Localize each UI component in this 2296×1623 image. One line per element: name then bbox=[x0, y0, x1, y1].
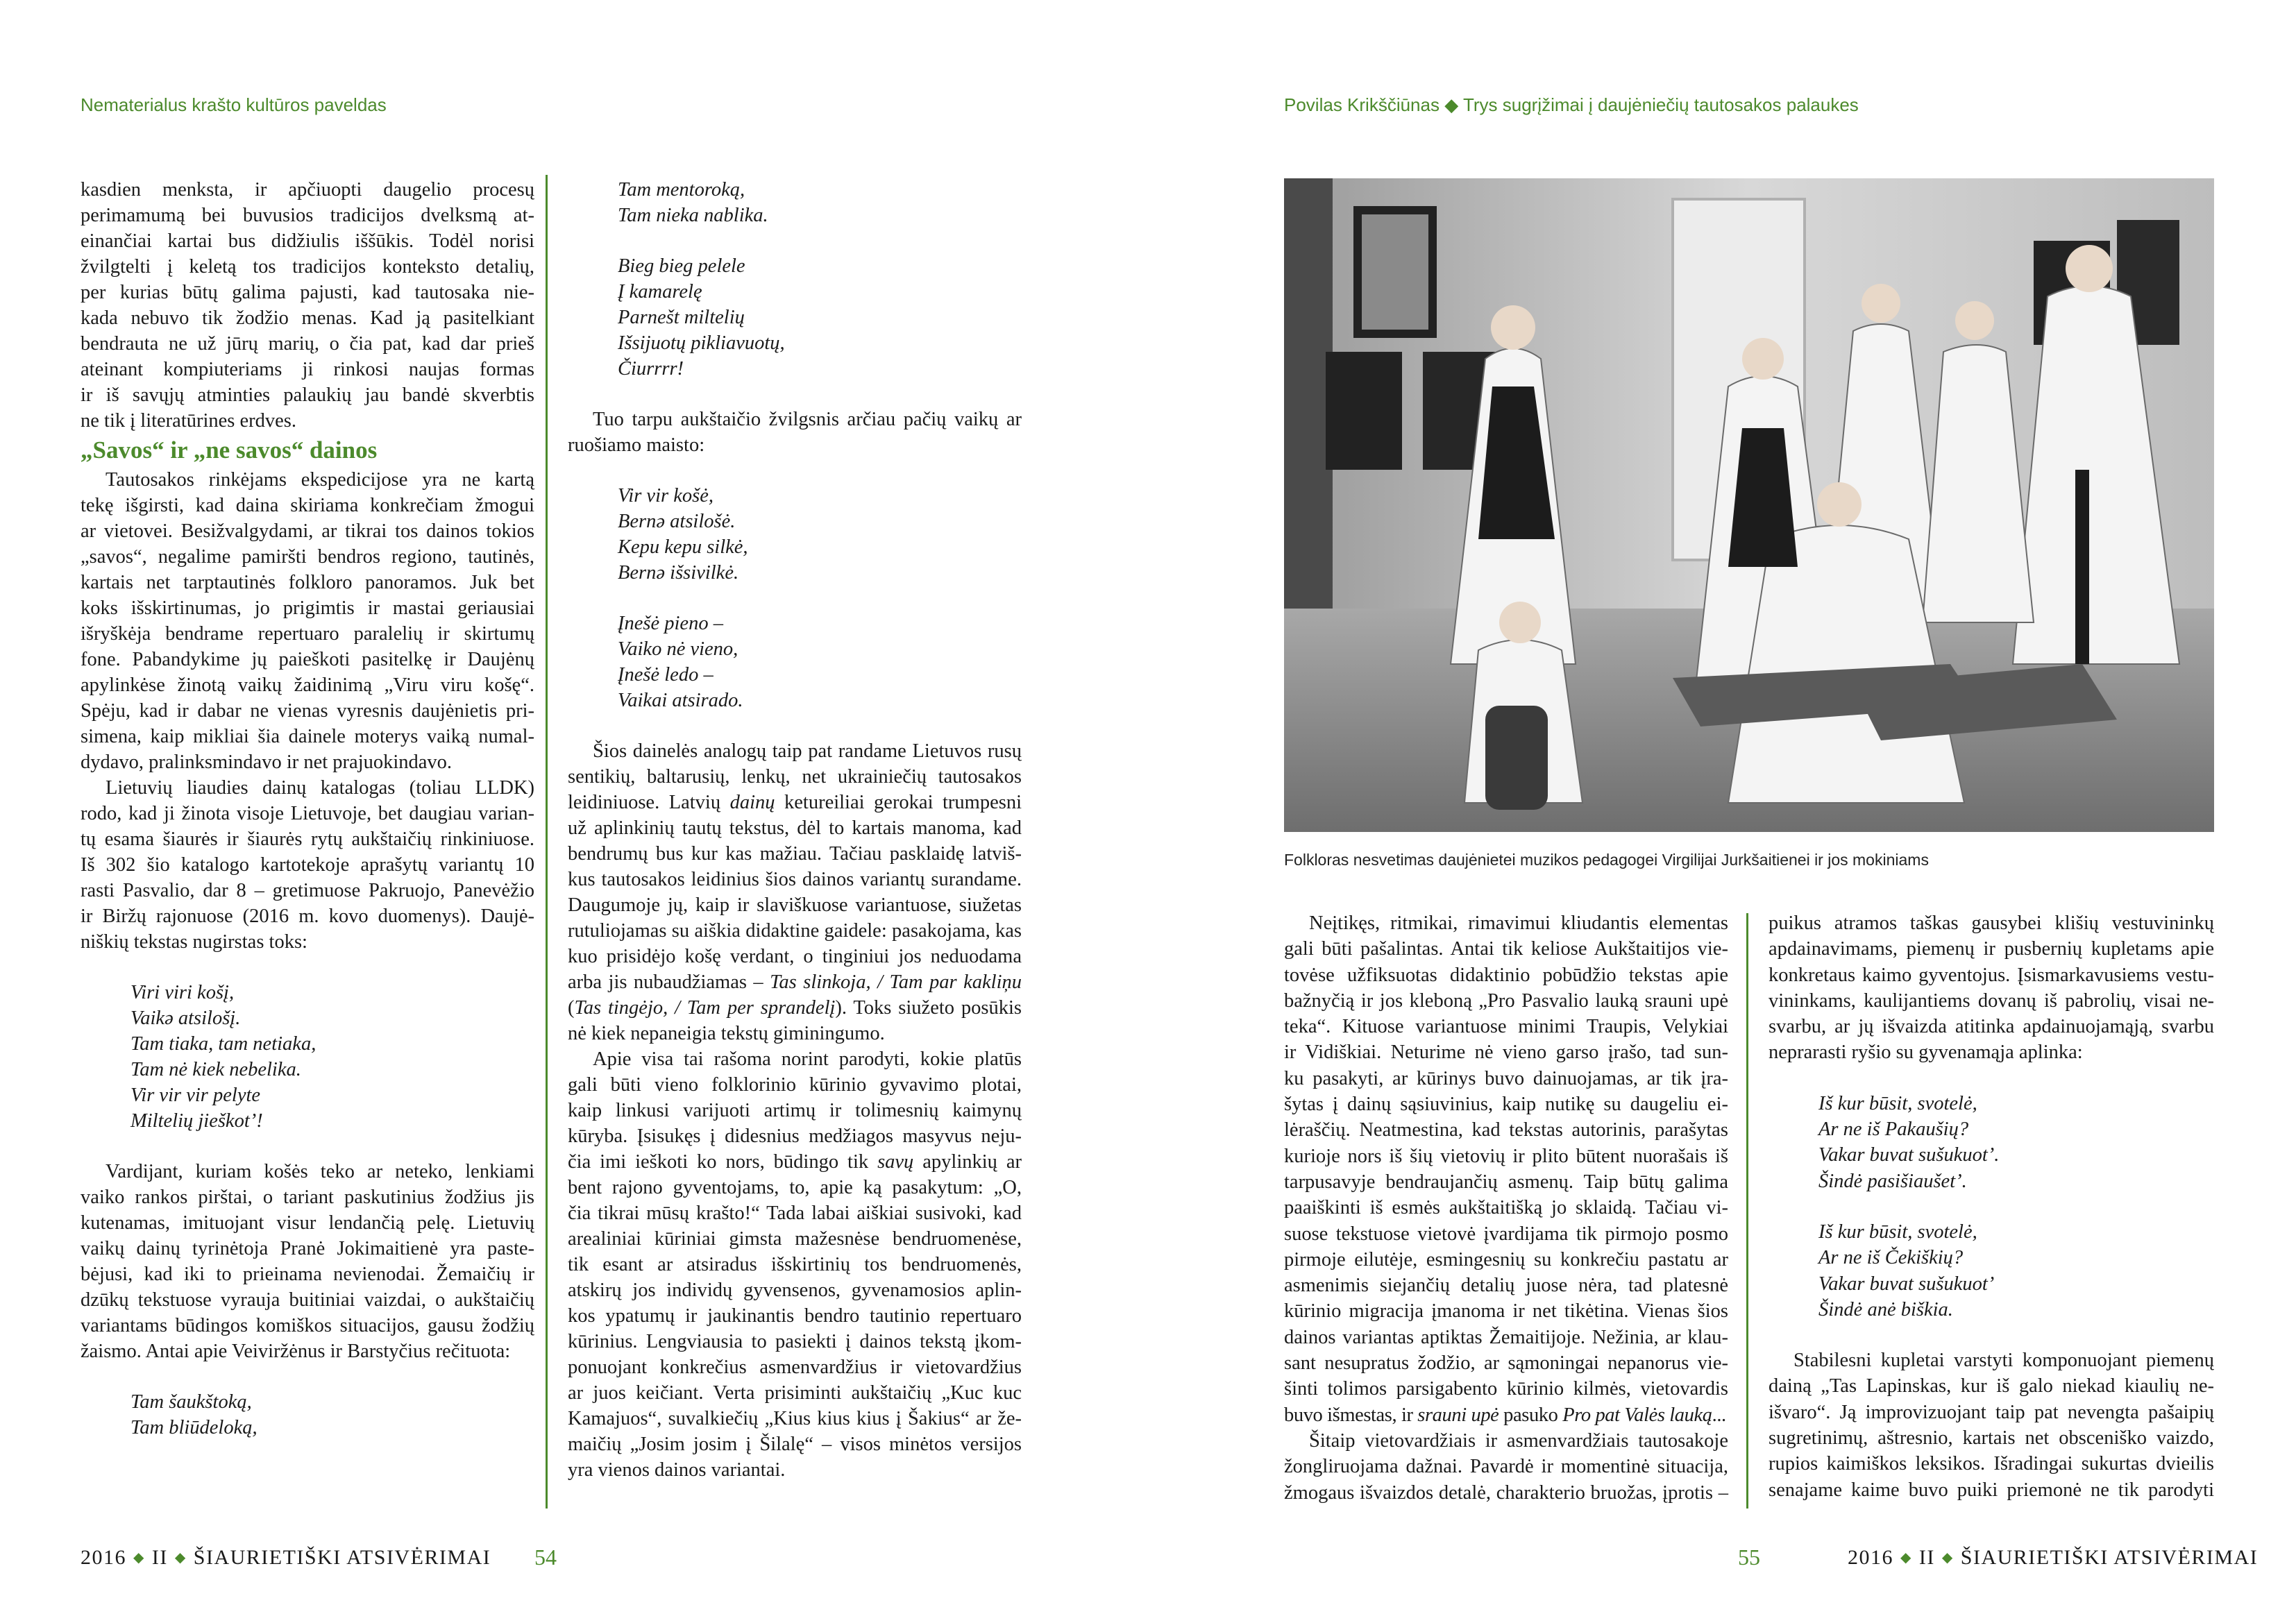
text-line: suose tekstuose vietovė įvardijama tik pirmojo posmo bbox=[1284, 1223, 1728, 1245]
verse-line: Vaikə atsilošį. bbox=[130, 1008, 241, 1029]
text-column bbox=[568, 177, 1022, 1483]
text-line: neprarasti ryšio su gyvenamąja aplinka: bbox=[1769, 1042, 2083, 1064]
text-line: maičių „Josim josim į Šilalę“ – visos minėtos versijos bbox=[568, 1434, 1022, 1455]
poem-stanza bbox=[568, 177, 1022, 228]
spacer bbox=[1769, 1323, 2214, 1348]
text-line: dydavo, pralinksmindavo ir net prajuokindavo. bbox=[81, 751, 453, 773]
text-line: kūrinius. Lengviausia to pasiekti į dainos tekstą įkom- bbox=[568, 1331, 1022, 1352]
spacer bbox=[568, 228, 1022, 253]
text-line: rutuliojamas su aiškia didaktine gaidele: pasakojama, kas bbox=[568, 920, 1022, 942]
text-line: žvilgtelti į keletą tos tradicijos konteksto detalių, bbox=[81, 256, 534, 278]
verse-line: Iš kur būsit, svotelė, bbox=[1818, 1092, 1977, 1114]
text-line: už aplinkinių tautų tekstus, dėl to kartais manoma, kad bbox=[568, 817, 1022, 839]
poem-stanza bbox=[568, 483, 1022, 586]
verse-line: Vakar buvat sušukuot’. bbox=[1818, 1144, 2000, 1166]
paragraph bbox=[568, 407, 1022, 458]
paragraph bbox=[81, 467, 534, 775]
text-line: kutenamas, imituojant visur lendančią pelę. Lietuvių bbox=[81, 1212, 534, 1234]
text-line: gali būti pašalintas. Antai tik keliose Aukštaitijos vie- bbox=[1284, 938, 1728, 960]
text-line: kaip linkusi varijuoti artimų ir tolimesnių kaimynų bbox=[568, 1100, 1022, 1121]
verse-line: Įnešė pieno – bbox=[618, 613, 723, 634]
column-divider bbox=[1746, 913, 1748, 1509]
spacer bbox=[568, 458, 1022, 483]
text-line: kus tautosakos leidinius šios dainos variantų surandame. bbox=[568, 869, 1022, 890]
text-line: tarpusavyje bendraujančių asmenų. Taip būtų galima bbox=[1284, 1171, 1728, 1193]
text-line bbox=[568, 1149, 1022, 1175]
text-line: tovėse užfiksuotas didaktinio pobūdžio tekstas apie bbox=[1284, 964, 1728, 986]
text-line: Daugumoje jų, kaip ir slaviškuose variantuose, siužetas bbox=[568, 894, 1022, 916]
verse-line: Bernə atsilošė. bbox=[618, 511, 736, 532]
verse-line: Tam mentoroką, bbox=[618, 179, 745, 201]
text-line: simena, kaip mikliai šia dainele moterys vaiką numal- bbox=[81, 726, 534, 747]
text-line: Iš 302 šio katalogo kartotekoje aprašytų variantų 10 bbox=[81, 854, 534, 876]
text-line: teka“. Kituose variantuose minimi Traupis, Velykiai bbox=[1284, 1016, 1728, 1038]
text-line: arealiniai kūriniai gimsta mažesnėse bendruomenėse, bbox=[568, 1228, 1022, 1250]
verse-line: Vaiko nė vieno, bbox=[618, 638, 738, 660]
text-segment: ... bbox=[1712, 1404, 1726, 1426]
verse-line: Viri viri košį, bbox=[130, 982, 235, 1003]
verse-line: Vaikai atsirado. bbox=[618, 690, 743, 711]
text-line: ir Biržų rajonuose (2016 m. kovo duomenys). Daujė- bbox=[81, 906, 534, 927]
text-line: žmogaus išvaizdos detalė, charakterio bruožas, įprotis – bbox=[1284, 1481, 1728, 1504]
page-footer-right bbox=[1848, 1546, 2258, 1570]
footer-journal: ŠIAURIETIŠKI ATSIVĖRIMAI bbox=[1960, 1546, 2259, 1569]
text-line: ruošiamo maisto: bbox=[568, 434, 705, 456]
text-line: rupios kaimiškos leksikos. Išradingai sukurtas dvieilis bbox=[1769, 1453, 2214, 1475]
text-line bbox=[1284, 1402, 1728, 1428]
text-line: vaiko rankos pirštai, o tariant paskutinius žodžius jis bbox=[81, 1187, 534, 1208]
text-line: čia tikrai mūsų krašto!“ Tada labai aiškiai susivoki, kad bbox=[568, 1203, 1022, 1224]
running-head-left: Nematerialus krašto kultūros paveldas bbox=[81, 94, 387, 115]
text-line: gali būti vieno folklorinio kūrinio gyvavimo plotai, bbox=[568, 1074, 1022, 1096]
verse-line: Vir vir vir pelyte bbox=[130, 1085, 261, 1106]
poem-stanza bbox=[568, 611, 1022, 713]
text-line: koks išskirtinumas, jo prigimtis ir mastai geriausiai bbox=[81, 597, 534, 619]
text-line: ar juos keičiant. Verta prisiminti aukštaičių „Kuc kuc bbox=[568, 1382, 1022, 1404]
text-line: kurioje nors iš šių vietovių ir plito būtent nuorašais iš bbox=[1284, 1145, 1728, 1167]
photo-illustration bbox=[1284, 178, 2214, 832]
text-line: Spėju, kad ir dabar ne vienas vyresnis daujėnietis pri- bbox=[81, 700, 534, 722]
footer-issue: II bbox=[1918, 1546, 1935, 1569]
poem-stanza bbox=[1769, 1091, 2214, 1194]
text-segment: ). Toks siužeto posūkis bbox=[835, 997, 1022, 1019]
spacer bbox=[1769, 1194, 2214, 1219]
text-line: sant nesupratus žodžio, ar sąmoningai nepanorus vie- bbox=[1284, 1352, 1728, 1375]
text-line: rasti Pasvalio, dar 8 – gretimuose Pakruojo, Panevėžio bbox=[81, 880, 534, 901]
text-line: Apie visa tai rašoma norint parodyti, kokie platūs bbox=[593, 1048, 1022, 1070]
paragraph bbox=[1284, 910, 1728, 1428]
text-line: kartais net tarptautinės folkloro panoramos. Juk bet bbox=[81, 572, 534, 593]
running-head-right: Povilas Krikščiūnas ◆ Trys sugrįžimai į daujėniečių tautosakos palaukes bbox=[1284, 94, 1859, 115]
text-line: paaiškinti iš esmės aukštaitišką jo sklaidą. Tačiau vi- bbox=[1284, 1197, 1728, 1219]
poem-stanza bbox=[81, 980, 534, 1134]
text-line: fone. Pabandykime jų paieškoti pasitelkę ir Daujėnų bbox=[81, 649, 534, 670]
text-line: ponuojant konkrečius asmenvardžius ir vietovardžius bbox=[568, 1357, 1022, 1378]
text-line: ir iš savųjų atminties palaukių jau bandė skverbtis bbox=[81, 384, 534, 406]
verse-line: Tam nieka nablika. bbox=[618, 205, 768, 226]
text-line: Stabilesni kupletai varstyti komponuojant piemenų bbox=[1793, 1350, 2214, 1372]
text-line: Šitaip vietovardžiais ir asmenvardžiais tautosakoje bbox=[1309, 1429, 1728, 1452]
verse-line: Ar ne iš Čekiškių? bbox=[1818, 1247, 1964, 1269]
text-line: tekę išgirsti, kad daina skiriama konkrečiam žmogui bbox=[81, 495, 534, 516]
text-segment: ketureiliai gerokai trumpesni bbox=[775, 792, 1022, 813]
text-line: nė kiek nepaneigia tekstų giminingumo. bbox=[568, 1023, 885, 1044]
text-line: variantams būdingos komiškos situacijos, gausu žodžių bbox=[81, 1315, 534, 1336]
text-line: „savos“, negalime pamiršti bendros regiono, tautinės, bbox=[81, 546, 534, 568]
spacer bbox=[568, 382, 1022, 407]
text-column bbox=[1769, 910, 2214, 1503]
text-line: per kurias būtų galima pajusti, kad tautosaka nie- bbox=[81, 282, 534, 303]
text-line: kos ypatumų ir jaukinantis bendro tautinio repertuaro bbox=[568, 1305, 1022, 1327]
text-line: lėraščių. Neatmestina, kad tekstas autorinis, parašytas bbox=[1284, 1119, 1728, 1141]
paragraph bbox=[1284, 1428, 1728, 1506]
verse-line: Miltelių jieškot’! bbox=[130, 1110, 263, 1132]
text-line: sentikių, baltarusių, lenkų, net ukrainiečių tautosakos bbox=[568, 766, 1022, 788]
text-line: išvaro“. Ją improvizuojant taip pat nevengta pašaipių bbox=[1769, 1401, 2214, 1423]
text-line: vaikų dainų tyrinėtoja Pranė Jokimaitienė yra paste- bbox=[81, 1238, 534, 1259]
spacer bbox=[568, 586, 1022, 611]
footer-journal: ŠIAURIETIŠKI ATSIVĖRIMAI bbox=[193, 1546, 491, 1569]
verse-line: Tam šaukštoką, bbox=[130, 1391, 252, 1413]
text-line: asmenimis siejančių detalių juose nėra, tad platesnė bbox=[1284, 1275, 1728, 1297]
verse-line: Tam tiaka, tam netiaka, bbox=[130, 1033, 316, 1055]
spacer bbox=[81, 1134, 534, 1159]
text-line: Tuo tarpu aukštaičio žvilgsnis arčiau pačių vaikų ar bbox=[593, 409, 1022, 430]
text-line: išryškėja bendrame repertuaro paralelių ir skirtumų bbox=[81, 623, 534, 645]
text-line: ateinant kompiuteriams ji rinkosi naujas formas bbox=[81, 359, 534, 380]
text-line: ne tik į literatūrines erdves. bbox=[81, 410, 297, 432]
text-line: kada nebuvo tik žodžio menas. Kad ją pasitelkiant bbox=[81, 307, 534, 329]
text-line: žaismo. Antai apie Veiviržėnus ir Barstyčius rečituota: bbox=[81, 1341, 511, 1362]
paragraph bbox=[1769, 910, 2214, 1066]
text-segment: pasuko bbox=[1499, 1404, 1563, 1426]
poem-stanza bbox=[81, 1389, 534, 1441]
spacer bbox=[568, 713, 1022, 738]
paragraph bbox=[568, 1046, 1022, 1483]
text-line: bendrumų bus kur kas mažiau. Tačiau pasklaidę latviš- bbox=[568, 843, 1022, 865]
italic-text: Tas tingėjo, / Tam per sprandelį bbox=[574, 997, 836, 1019]
text-line: atskirų jos individų gyvensenos, gyvenamosios aplin- bbox=[568, 1280, 1022, 1301]
footer-year: 2016 bbox=[1848, 1546, 1893, 1569]
verse-line: Ar ne iš Pakaušių? bbox=[1818, 1119, 1969, 1141]
text-line: Vardijant, kuriam košės teko ar neteko, lenkiami bbox=[105, 1161, 534, 1182]
page-number: 55 bbox=[1738, 1545, 1760, 1570]
text-line: dainą „Tas Lapinskas, kur iš galo niekad kiaulių ne- bbox=[1769, 1375, 2214, 1397]
text-line: ar vietovei. Besižvalgydami, ar tikrai tos dainos tokios bbox=[81, 520, 534, 542]
text-segment: leidiniuose. Latvių bbox=[568, 792, 730, 813]
column-divider bbox=[546, 175, 548, 1509]
text-segment: arba jis nubaudžiamas – bbox=[568, 971, 770, 993]
text-line: niškių tekstas nugirstas toks: bbox=[81, 931, 307, 953]
text-line: dzūkų tekstuose vyrauja buitiniai vaizdai, o aukštaičių bbox=[81, 1289, 534, 1311]
diamond-icon: ◆ bbox=[1900, 1550, 1912, 1565]
text-line bbox=[568, 995, 1022, 1021]
text-line: ku pasakyti, ar kūrinys buvo dainuojamas, ar tik įra- bbox=[1284, 1067, 1728, 1089]
text-line: perimamumą bei buvusios tradicijos dvelksmą at- bbox=[81, 205, 534, 226]
spacer bbox=[81, 955, 534, 980]
text-line: svarbu, ar jų išvaizda atitinka apdainuojamąją, svarbu bbox=[1769, 1016, 2214, 1038]
text-line: kasdien menksta, ir apčiuopti daugelio procesų bbox=[81, 179, 534, 201]
diamond-icon: ◆ bbox=[1941, 1550, 1954, 1565]
paragraph bbox=[81, 177, 534, 434]
diamond-icon: ◆ bbox=[133, 1550, 145, 1565]
paragraph bbox=[568, 738, 1022, 1046]
spacer bbox=[1769, 1066, 2214, 1091]
text-segment: buvo išmestas, ir bbox=[1284, 1404, 1418, 1426]
verse-line: Vir vir košė, bbox=[618, 485, 714, 507]
text-line: apdainavimams, piemenų ir pusbernių kupletams apie bbox=[1769, 938, 2214, 960]
spacer bbox=[81, 1364, 534, 1389]
text-column bbox=[1284, 910, 1728, 1506]
text-line: šinti tolimos parsigabento kūrinio kilmės, vietovardis bbox=[1284, 1378, 1728, 1400]
text-segment: apylinkių ar bbox=[913, 1151, 1022, 1173]
text-line: apylinkėse žinotą vaikų žaidinimą „Viru viru košę“. bbox=[81, 674, 534, 696]
text-line: kūrinio migracija įmanoma ir net tikėtina. Vienas šios bbox=[1284, 1300, 1728, 1323]
italic-text: Tas slinkoja, / Tam par kakliņu bbox=[770, 971, 1022, 993]
text-line: dainos variantas aptiktas Žemaitijoje. Nežinia, ar klau- bbox=[1284, 1326, 1728, 1348]
verse-line: Tam bliūdeloką, bbox=[130, 1417, 258, 1438]
text-line bbox=[568, 969, 1022, 995]
text-line: Šios dainelės analogų taip pat randame Lietuvos rusų bbox=[593, 740, 1022, 762]
text-line: kuo prisidėjo košę verdant, o tinginiui jos neduodama bbox=[568, 946, 1022, 967]
text-line: Lietuvių liaudies dainų katalogas (toliau LLDK) bbox=[105, 777, 534, 799]
poem-stanza bbox=[1769, 1219, 2214, 1323]
text-line: bėjusi, kad iki to prieinama nevienodai. Žemaičių ir bbox=[81, 1264, 534, 1285]
text-line: žongliruojama dažnai. Pavardė ir momentinė situacija, bbox=[1284, 1456, 1728, 1478]
text-line: rodo, kad ji žinota visoje Lietuvoje, bet daugiau varian- bbox=[81, 803, 534, 824]
paragraph bbox=[1769, 1348, 2214, 1503]
italic-text: dainų bbox=[729, 792, 775, 813]
italic-text: savų bbox=[877, 1151, 914, 1173]
paragraph bbox=[81, 775, 534, 955]
verse-line: Įnešė ledo – bbox=[618, 664, 714, 686]
italic-text: srauni upė bbox=[1417, 1404, 1499, 1426]
text-line: puikus atramos taškas gausybei klišių vestuvininkų bbox=[1769, 912, 2214, 934]
verse-line: Išsijuotų pikliavuotų, bbox=[618, 332, 785, 354]
verse-line: Tam nė kiek nebelika. bbox=[130, 1059, 301, 1080]
text-line: šytas į dainų sąsiuvinius, kaip nutikę su daugeliu ei- bbox=[1284, 1094, 1728, 1116]
text-segment: ( bbox=[568, 997, 575, 1019]
diamond-icon: ◆ bbox=[174, 1550, 187, 1565]
text-line: Tautosakos rinkėjams ekspedicijose yra ne kartą bbox=[105, 469, 534, 491]
text-segment: čia imi ieškoti ko nors, būdingo tik bbox=[568, 1151, 878, 1173]
verse-line: Iš kur būsit, svotelė, bbox=[1818, 1221, 1977, 1243]
section-heading: „Savos“ ir „ne savos“ dainos bbox=[81, 436, 378, 464]
text-line: tų esama šiaurės ir šiaurės rytų aukštaičių rinkiniuose. bbox=[81, 829, 534, 850]
text-line: vininkams, kaulijantiems dovanų iš pabrolių, visai ne- bbox=[1769, 989, 2214, 1012]
photo-caption: Folkloras nesvetimas daujėnietei muzikos pedagogei Virgilijai Jurkšaitienei ir jos mokiniams bbox=[1284, 851, 1929, 869]
verse-line: Bernə išsivilkė. bbox=[618, 562, 739, 584]
footer-year: 2016 bbox=[81, 1546, 126, 1569]
text-line: kūryba. Įsisukęs į didesnius medžiagos masyvus neju- bbox=[568, 1125, 1022, 1147]
verse-line: Vakar buvat sušukuot’ bbox=[1818, 1273, 1995, 1295]
page-footer-left bbox=[81, 1546, 491, 1570]
verse-line: Šindė anė biškia. bbox=[1818, 1298, 1953, 1320]
verse-line: Bieg bieg pelele bbox=[618, 255, 745, 277]
paragraph bbox=[81, 1159, 534, 1364]
text-line: bent rajono gyventojams, to, apie ką pasakytum: „O, bbox=[568, 1177, 1022, 1198]
text-line: bažnyčią ir jos kleboną „Pro Pasvalio lauką srauni upė bbox=[1284, 989, 1728, 1012]
verse-line: Šindė pasišiaušet’. bbox=[1818, 1170, 1967, 1192]
text-line: Neįtikęs, ritmikai, rimavimui kliudantis elementas bbox=[1309, 912, 1728, 934]
page-number: 54 bbox=[534, 1545, 557, 1570]
verse-line: Parnešt miltelių bbox=[618, 307, 745, 328]
text-line: pirmoje eilutėje, esmingesnių su konkrečiu pastatu ar bbox=[1284, 1248, 1728, 1271]
text-line: senajame kaime buvo puiki priemonė ne tik parodyti bbox=[1769, 1479, 2214, 1501]
text-line: ir Vidiškiai. Neturime nė vieno garso įrašo, tad sun- bbox=[1284, 1042, 1728, 1064]
verse-line: Čiurrrr! bbox=[618, 358, 684, 380]
italic-text: Pro pat Valės lauką bbox=[1562, 1404, 1712, 1426]
text-column bbox=[81, 177, 534, 1441]
text-line: tik esant ar atsiradus išskirtinių tos bendruomenės, bbox=[568, 1254, 1022, 1275]
text-line bbox=[568, 790, 1022, 815]
text-line: konkretaus kaimo gyventojus. Įsismarkavusiems vestu- bbox=[1769, 964, 2214, 986]
verse-line: Į kamarelę bbox=[618, 281, 702, 303]
text-line: bendrauta ne už jūrų marių, o čia pat, kad dar prieš bbox=[81, 333, 534, 355]
footer-issue: II bbox=[151, 1546, 168, 1569]
text-line: Kamajuos“, suvalkiečių „Kius kius kius į Šakius“ ar že- bbox=[568, 1408, 1022, 1429]
text-line: sugretinimų, aštresnio, kartais net obsceniško vaizdo, bbox=[1769, 1427, 2214, 1450]
verse-line: Kepu kepu silkė, bbox=[618, 536, 748, 558]
poem-stanza bbox=[568, 253, 1022, 382]
text-line: yra vienos dainos variantai. bbox=[568, 1459, 786, 1481]
text-line: einančiai kartai bus didžiulis iššūkis. Todėl norisi bbox=[81, 230, 534, 252]
photo-folk-ensemble bbox=[1284, 178, 2214, 832]
